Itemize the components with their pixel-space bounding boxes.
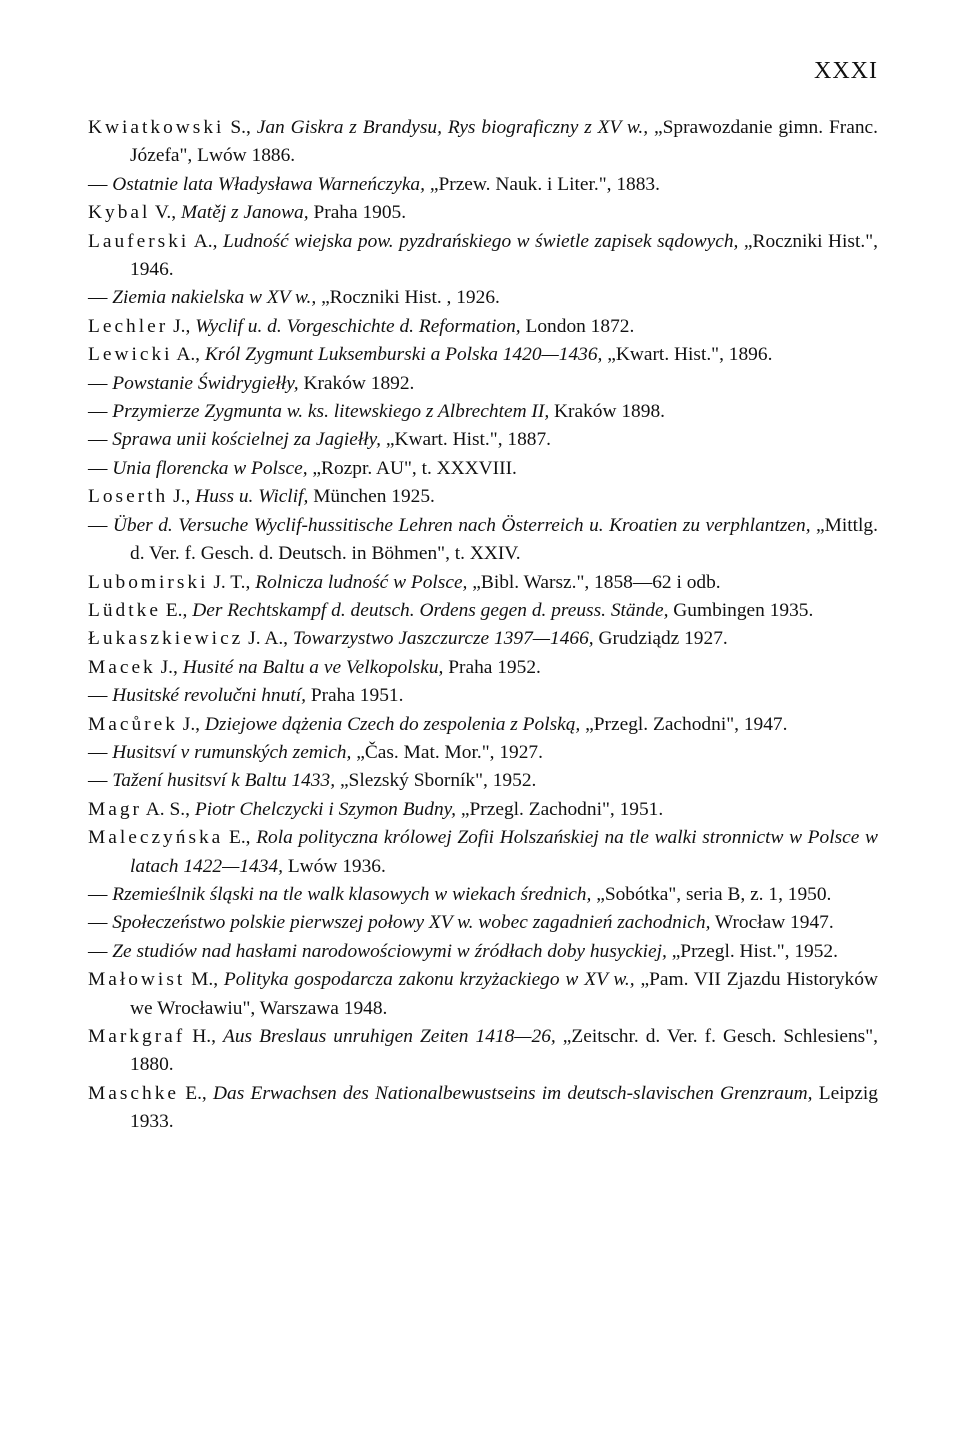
bibliography-entry xyxy=(88,1023,878,1080)
entry-publication: London 1872. xyxy=(525,315,635,337)
bibliography-entry xyxy=(88,767,878,795)
entry-ditto-dash: — xyxy=(88,940,108,962)
entry-author: Maschke xyxy=(88,1082,179,1104)
entry-ditto-dash: — xyxy=(88,457,108,479)
entry-title: Husité na Baltu a ve Velkopolsku, xyxy=(182,656,444,678)
entry-title: Über d. Versuche Wyclif-hussitische Lehren nach Österreich u. Kroatien zu verphlantzen, xyxy=(112,514,811,536)
entry-author: Lechler xyxy=(88,315,169,337)
entry-publication: „Mittlg. d. Ver. f. Gesch. d. Deutsch. in Böhmen", t. XXIV. xyxy=(130,514,878,565)
bibliography-entry xyxy=(88,938,878,966)
entry-publication: Kraków 1898. xyxy=(554,401,665,423)
entry-ditto-dash: — xyxy=(88,372,108,394)
bibliography-entry xyxy=(88,824,878,881)
entry-author-initials: H., xyxy=(192,1026,216,1047)
entry-author-initials: E., xyxy=(228,827,251,849)
entry-ditto-dash: — xyxy=(88,912,108,934)
entry-ditto-dash: — xyxy=(88,741,108,763)
entry-publication: „Sobótka", seria B, z. 1, 1950. xyxy=(596,883,832,905)
entry-publication: „Sprawozdanie gimn. Franc. Józefa", Lwów 1886. xyxy=(130,117,878,167)
entry-title: Polityka gospodarcza zakonu krzyżackiego w XV w., xyxy=(223,969,635,991)
entry-title: Powstanie Świdrygiełły, xyxy=(112,372,299,394)
entry-title: Ludność wiejska pow. pyzdrańskiego w świetle zapisek sądowych, xyxy=(222,230,739,252)
entry-publication: Praha 1952. xyxy=(448,656,541,678)
bibliography-entry xyxy=(88,881,878,909)
entry-author-initials: J. A., xyxy=(248,628,289,650)
entry-title: Piotr Chelczycki i Szymon Budny, xyxy=(194,798,457,820)
bibliography-entry xyxy=(88,114,878,171)
entry-publication: „Rozpr. AU", t. XXXVIII. xyxy=(312,457,517,479)
entry-author-initials: J., xyxy=(173,315,191,337)
entry-author: Maleczyńska xyxy=(88,827,224,849)
entry-author-initials: E., xyxy=(165,599,188,621)
entry-author: Macek xyxy=(88,656,156,678)
bibliography-entry xyxy=(88,370,878,398)
entry-title: Król Zygmunt Luksemburski a Polska 1420—1436, xyxy=(204,344,603,366)
bibliography-entry xyxy=(88,597,878,625)
entry-author-initials: A. S., xyxy=(145,798,190,820)
entry-author-initials: J., xyxy=(173,486,191,508)
entry-publication: Praha 1951. xyxy=(310,685,404,707)
entry-publication: „Roczniki Hist.", 1946. xyxy=(130,230,878,281)
entry-publication: Lwów 1936. xyxy=(287,855,386,877)
bibliography-entry xyxy=(88,483,878,511)
bibliography-entry xyxy=(88,199,878,227)
bibliography-entry xyxy=(88,171,878,199)
entry-publication: „Čas. Mat. Mor.", 1927. xyxy=(356,741,543,763)
entry-title: Przymierze Zygmunta w. ks. litewskiego z Albrechtem II, xyxy=(112,401,550,423)
entry-author-initials: A., xyxy=(193,230,218,252)
entry-author: Markgraf xyxy=(88,1026,186,1047)
entry-publication: Wrocław 1947. xyxy=(714,912,834,934)
entry-author: Kwiatkowski xyxy=(88,117,225,138)
entry-title: Sprawa unii kościelnej za Jagiełły, xyxy=(112,429,381,451)
entry-author-initials: M., xyxy=(191,969,219,991)
entry-author: Lubomirski xyxy=(88,571,209,593)
entry-author: Lewicki xyxy=(88,344,173,366)
entry-title: Husitsví v rumunských zemich, xyxy=(112,741,352,763)
bibliography-entry xyxy=(88,796,878,824)
bibliography-entry xyxy=(88,569,878,597)
bibliography-entry xyxy=(88,228,878,285)
bibliography-entry xyxy=(88,966,878,1023)
entry-ditto-dash: — xyxy=(88,685,108,707)
bibliography-entry xyxy=(88,426,878,454)
bibliography-entry xyxy=(88,1080,878,1137)
bibliography-entry xyxy=(88,682,878,710)
entry-publication: München 1925. xyxy=(313,486,435,508)
entry-author: Lauferski xyxy=(88,230,190,252)
entry-title: Unia florencka w Polsce, xyxy=(112,457,308,479)
bibliography-entry xyxy=(88,739,878,767)
entry-title: Jan Giskra z Brandysu, Rys biograficzny z XV w., xyxy=(256,117,649,138)
entry-publication: „Przegl. Hist.", 1952. xyxy=(671,940,838,962)
entry-title: Ze studiów nad hasłami narodowościowymi w źródłach doby husyckiej, xyxy=(112,940,667,962)
entry-author-initials: J. T., xyxy=(213,571,251,593)
entry-author: Łukaszkiewicz xyxy=(88,628,244,650)
entry-title: Rola polityczna królowej Zofii Holszańskiej na tle walki stronnictw w Polsce w latach 1422—1434, xyxy=(130,827,878,877)
entry-title: Tažení husitsví k Baltu 1433, xyxy=(112,770,336,792)
entry-title: Aus Breslaus unruhigen Zeiten 1418—26, xyxy=(222,1026,556,1047)
entry-publication: Praha 1905. xyxy=(313,202,407,224)
bibliography-entry xyxy=(88,625,878,653)
bibliography-entry xyxy=(88,455,878,483)
entry-author-initials: J., xyxy=(160,656,178,678)
entry-publication: „Pam. VII Zjazdu Historyków we Wrocławiu", Warszawa 1948. xyxy=(130,969,878,1019)
entry-title: Huss u. Wiclif, xyxy=(195,486,309,508)
entry-title: Ostatnie lata Władysława Warneńczyka, xyxy=(112,173,425,195)
entry-title: Husitské revolučni hnutí, xyxy=(112,685,306,707)
bibliography-entry xyxy=(88,909,878,937)
entry-publication: „Przew. Nauk. i Liter.", 1883. xyxy=(429,173,660,195)
entry-author-initials: E., xyxy=(185,1082,207,1104)
entry-title: Wyclif u. d. Vorgeschichte d. Reformation, xyxy=(195,315,521,337)
entry-title: Ziemia nakielska w XV w., xyxy=(112,287,317,309)
bibliography-entry xyxy=(88,711,878,739)
entry-author-initials: A., xyxy=(176,344,201,366)
page-number: XXXI xyxy=(814,58,878,84)
bibliography-entry xyxy=(88,313,878,341)
entry-ditto-dash: — xyxy=(88,429,108,451)
bibliography-entry xyxy=(88,284,878,312)
entry-publication: „Kwart. Hist.", 1896. xyxy=(607,344,773,366)
entry-title: Towarzystwo Jaszczurcze 1397—1466, xyxy=(292,628,594,650)
entry-author: Magr xyxy=(88,798,143,820)
entry-title: Matěj z Janowa, xyxy=(180,202,309,224)
bibliography-entry xyxy=(88,512,878,569)
entry-title: Społeczeństwo polskie pierwszej połowy XV w. wobec zagadnień zachodnich, xyxy=(112,912,711,934)
entry-author-initials: V., xyxy=(154,202,177,224)
entry-ditto-dash: — xyxy=(88,883,108,905)
entry-author: Lüdtke xyxy=(88,599,161,621)
entry-publication: „Kwart. Hist.", 1887. xyxy=(385,429,552,451)
entry-ditto-dash: — xyxy=(88,173,108,195)
entry-ditto-dash: — xyxy=(88,287,108,309)
entry-publication: „Slezský Sborník", 1952. xyxy=(339,770,537,792)
entry-title: Das Erwachsen des Nationalbewustseins im deutsch-slavischen Grenzraum, xyxy=(213,1082,813,1104)
bibliography-entry xyxy=(88,341,878,369)
entry-publication: „Przegl. Zachodni", 1947. xyxy=(585,713,788,735)
entry-author: Macůrek xyxy=(88,713,178,735)
entry-publication: Kraków 1892. xyxy=(303,372,415,394)
entry-author: Małowist xyxy=(88,969,186,991)
entry-publication: „Roczniki Hist. , 1926. xyxy=(321,287,500,309)
bibliography-entry xyxy=(88,398,878,426)
entry-author: Loserth xyxy=(88,486,169,508)
entry-ditto-dash: — xyxy=(88,770,108,792)
entry-title: Rzemieślnik śląski na tle walk klasowych w wiekach średnich, xyxy=(112,883,592,905)
entry-publication: Leipzig 1933. xyxy=(130,1082,878,1133)
bibliography-list xyxy=(88,114,878,1137)
entry-publication: „Zeitschr. d. Ver. f. Gesch. Schlesiens", 1880. xyxy=(130,1026,878,1076)
entry-publication: „Przegl. Zachodni", 1951. xyxy=(460,798,664,820)
entry-ditto-dash: — xyxy=(88,514,108,536)
entry-ditto-dash: — xyxy=(88,401,108,423)
entry-title: Der Rechtskampf d. deutsch. Ordens gegen d. preuss. Stände, xyxy=(192,599,669,621)
entry-publication: Gumbingen 1935. xyxy=(673,599,814,621)
entry-publication: „Bibl. Warsz.", 1858—62 i odb. xyxy=(472,571,721,593)
bibliography-entry xyxy=(88,654,878,682)
entry-title: Dziejowe dążenia Czech do zespolenia z Polską, xyxy=(204,713,581,735)
entry-author: Kybal xyxy=(88,202,151,224)
entry-title: Rolnicza ludność w Polsce, xyxy=(255,571,468,593)
entry-publication: Grudziądz 1927. xyxy=(598,628,728,650)
entry-author-initials: S., xyxy=(230,117,251,138)
entry-author-initials: J., xyxy=(182,713,201,735)
